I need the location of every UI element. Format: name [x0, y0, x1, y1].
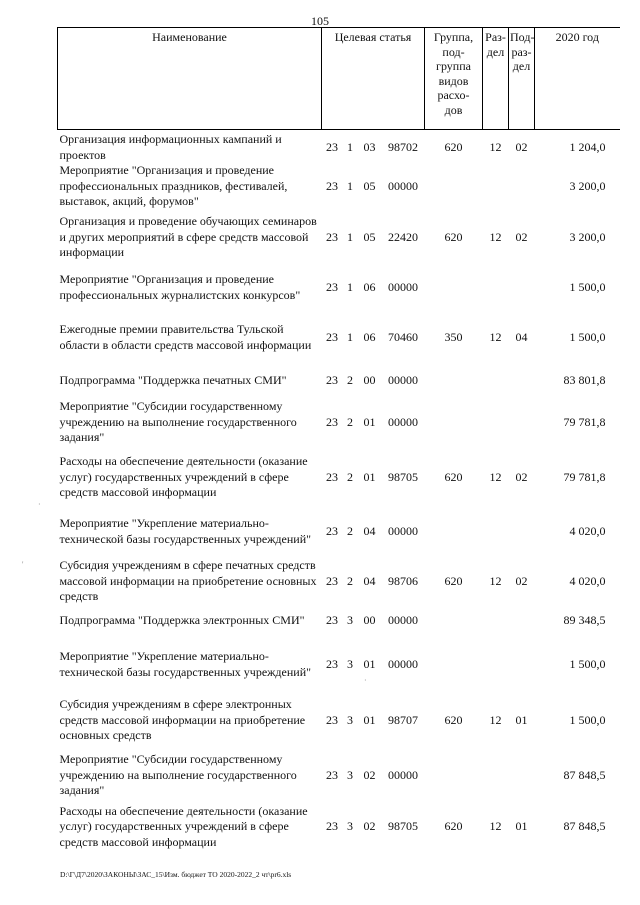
- code-event-cell: 01: [363, 469, 376, 484]
- header-line: дов: [444, 102, 463, 117]
- code-event-cell: 01: [363, 656, 376, 671]
- code-direction-cell: 98705: [388, 819, 418, 833]
- scan-speck: ·: [364, 676, 367, 685]
- section-cell: 12: [489, 712, 502, 727]
- code-program-cell: 23: [326, 573, 338, 588]
- page-number: 105: [311, 14, 329, 28]
- subsection-cell: [509, 506, 535, 558]
- subsection-cell: 02: [515, 229, 528, 244]
- code-direction-cell: 00000: [388, 372, 418, 387]
- code-direction-cell: 00000: [388, 414, 418, 429]
- section-cell: 12: [489, 139, 502, 154]
- code-subprogram-cell: 3: [347, 767, 353, 782]
- header-year: 2020 год: [535, 28, 620, 130]
- table-row: [58, 694, 620, 748]
- header-group: [425, 28, 483, 130]
- table-row: [58, 748, 620, 804]
- table-row: [58, 366, 620, 396]
- amount-cell: 83 801,8: [563, 372, 606, 387]
- header-line: Раз-: [485, 30, 506, 44]
- expense-group-cell: [425, 748, 483, 804]
- code-program-cell: 23: [326, 612, 338, 627]
- table-row: [58, 310, 620, 366]
- table-row: [58, 266, 620, 310]
- subsection-cell: 02: [515, 139, 528, 154]
- table-row: [58, 606, 620, 636]
- code-direction-cell: 00000: [388, 178, 418, 193]
- row-name-cell: Мероприятие "Субсидии государственному учреждению на выполнение государственного задания": [59, 399, 297, 445]
- header-line: дел: [512, 59, 531, 73]
- header-target: Целевая статья: [322, 28, 425, 130]
- amount-cell: 79 781,8: [563, 469, 606, 484]
- expense-group-cell: 620: [444, 229, 463, 244]
- expense-group-cell: 620: [444, 139, 463, 154]
- row-name-cell: Субсидия учреждениям в сфере электронных средств массовой информации на приобретение основных средств: [59, 697, 306, 743]
- code-subprogram-cell: 2: [347, 469, 353, 484]
- section-cell: 12: [489, 329, 502, 344]
- code-subprogram-cell: 3: [347, 712, 353, 727]
- row-name-cell: Подпрограмма "Поддержка электронных СМИ": [59, 612, 305, 627]
- table-header: [58, 28, 620, 130]
- code-subprogram-cell: 2: [347, 414, 353, 429]
- code-event-cell: 02: [363, 767, 376, 782]
- code-subprogram-cell: 1: [347, 139, 353, 154]
- code-direction-cell: 70460: [388, 329, 418, 344]
- section-cell: [483, 606, 509, 636]
- header-name: Наименование: [58, 28, 322, 130]
- code-direction-cell: 98705: [388, 469, 418, 484]
- amount-cell: 4 020,0: [569, 573, 606, 588]
- row-name-cell: Мероприятие "Организация и проведение профессиональных праздников, фестивалей, выставок, акций, форумов": [59, 163, 288, 208]
- expense-group-cell: [425, 366, 483, 396]
- scan-speck: ': [22, 560, 24, 569]
- file-path-footer: D:\Г\Д7\2020\ЗАКОНЫ\ЗАС_15\Изм. бюджет ТО 2020-2022_2 чт\pr6.xls: [60, 870, 292, 879]
- code-event-cell: 02: [363, 819, 376, 833]
- subsection-cell: [509, 366, 535, 396]
- table-row: [58, 506, 620, 558]
- section-cell: [483, 748, 509, 804]
- amount-cell: 87 848,5: [563, 767, 606, 782]
- amount-cell: 1 500,0: [569, 712, 606, 727]
- code-subprogram-cell: 2: [347, 523, 353, 538]
- amount-cell: 89 348,5: [563, 612, 606, 627]
- subsection-cell: [509, 636, 535, 694]
- row-name-cell: Ежегодные премии правительства Тульской области в области средств массовой информации: [59, 322, 312, 352]
- code-direction-cell: 00000: [388, 279, 418, 294]
- subsection-cell: 02: [515, 469, 528, 484]
- section-cell: 12: [489, 469, 502, 484]
- section-cell: [483, 163, 509, 210]
- code-event-cell: 04: [363, 523, 376, 538]
- subsection-cell: [509, 266, 535, 310]
- code-subprogram-cell: 3: [347, 819, 353, 833]
- code-program-cell: 23: [326, 712, 338, 727]
- table-row: [58, 558, 620, 606]
- table-row: [58, 804, 620, 851]
- code-program-cell: 23: [326, 767, 338, 782]
- code-program-cell: 23: [326, 329, 338, 344]
- code-subprogram-cell: 1: [347, 178, 353, 193]
- row-name-cell: Мероприятие "Организация и проведение профессиональных журналистских конкурсов": [59, 272, 301, 302]
- table-row: [58, 210, 620, 266]
- row-name-cell: Субсидия учреждениям в сфере печатных средств массовой информации на приобретение основных средств: [59, 558, 317, 604]
- expense-group-cell: 620: [444, 712, 463, 727]
- amount-cell: 3 200,0: [569, 229, 606, 244]
- expense-group-cell: [425, 266, 483, 310]
- expense-group-cell: 350: [444, 329, 463, 344]
- section-cell: [483, 266, 509, 310]
- budget-table: [57, 27, 620, 850]
- header-line: расхо-: [437, 88, 470, 102]
- amount-cell: 1 500,0: [569, 329, 606, 344]
- expense-group-cell: [425, 396, 483, 450]
- header-line: под-: [442, 44, 465, 59]
- code-direction-cell: 22420: [388, 229, 418, 244]
- amount-cell: 79 781,8: [563, 414, 606, 429]
- code-subprogram-cell: 3: [347, 612, 353, 627]
- code-direction-cell: 98707: [388, 712, 418, 727]
- code-event-cell: 00: [363, 372, 376, 387]
- code-direction-cell: 98702: [388, 139, 418, 154]
- code-direction-cell: 98706: [388, 573, 418, 588]
- expense-group-cell: 620: [444, 469, 463, 484]
- row-name-cell: Расходы на обеспечение деятельности (оказание услуг) государственных учреждений в сфере средств массовой информации: [59, 803, 308, 849]
- table-row: [58, 163, 620, 210]
- row-name-cell: Организация информационных кампаний и проектов: [59, 132, 282, 162]
- expense-group-cell: [425, 506, 483, 558]
- header-subsection: [509, 28, 535, 130]
- subsection-cell: 04: [515, 329, 528, 344]
- code-direction-cell: 00000: [388, 656, 418, 671]
- code-event-cell: 05: [363, 178, 376, 193]
- amount-cell: 4 020,0: [569, 523, 606, 538]
- code-event-cell: 01: [363, 414, 376, 429]
- header-section: [483, 28, 509, 130]
- code-program-cell: 23: [326, 372, 338, 387]
- code-subprogram-cell: 1: [347, 229, 353, 244]
- section-cell: [483, 366, 509, 396]
- row-name-cell: Мероприятие "Укрепление материально-технической базы государственных учреждений": [59, 649, 312, 679]
- code-event-cell: 06: [363, 279, 376, 294]
- scan-speck: ·: [38, 500, 41, 509]
- header-line: раз-: [511, 44, 532, 59]
- code-program-cell: 23: [326, 414, 338, 429]
- amount-cell: 3 200,0: [569, 178, 606, 193]
- amount-cell: 1 500,0: [569, 279, 606, 294]
- section-cell: [483, 506, 509, 558]
- amount-cell: 1 500,0: [569, 656, 606, 671]
- code-program-cell: 23: [326, 523, 338, 538]
- table-row: [58, 636, 620, 694]
- code-program-cell: 23: [326, 178, 338, 193]
- code-event-cell: 04: [363, 573, 376, 588]
- section-cell: 12: [489, 573, 502, 588]
- subsection-cell: 02: [515, 573, 528, 588]
- code-program-cell: 23: [326, 656, 338, 671]
- section-cell: [483, 636, 509, 694]
- row-name-cell: Подпрограмма "Поддержка печатных СМИ": [59, 372, 287, 387]
- code-event-cell: 05: [363, 229, 376, 244]
- subsection-cell: 01: [515, 819, 528, 833]
- code-program-cell: 23: [326, 279, 338, 294]
- section-cell: 12: [489, 819, 502, 833]
- amount-cell: 1 204,0: [569, 139, 606, 154]
- code-subprogram-cell: 3: [347, 656, 353, 671]
- code-event-cell: 01: [363, 712, 376, 727]
- code-direction-cell: 00000: [388, 767, 418, 782]
- subsection-cell: [509, 748, 535, 804]
- table-row: [58, 396, 620, 450]
- subsection-cell: [509, 163, 535, 210]
- header-line: Группа,: [433, 30, 474, 44]
- row-name-cell: Организация и проведение обучающих семинаров и других мероприятий в сфере средств массовой информации: [59, 214, 317, 260]
- code-subprogram-cell: 2: [347, 573, 353, 588]
- expense-group-cell: [425, 606, 483, 636]
- code-subprogram-cell: 1: [347, 329, 353, 344]
- code-direction-cell: 00000: [388, 612, 418, 627]
- code-subprogram-cell: 1: [347, 279, 353, 294]
- row-name-cell: Мероприятие "Укрепление материально-технической базы государственных учреждений": [59, 516, 312, 546]
- code-program-cell: 23: [326, 139, 338, 154]
- subsection-cell: [509, 606, 535, 636]
- table-row: [58, 130, 620, 164]
- header-line: Под-: [510, 30, 535, 44]
- code-event-cell: 00: [363, 612, 376, 627]
- row-name-cell: Расходы на обеспечение деятельности (оказание услуг) государственных учреждений в сфере средств массовой информации: [59, 454, 308, 500]
- header-line: группа: [436, 59, 471, 73]
- row-name-cell: Мероприятие "Субсидии государственному учреждению на выполнение государственного задания": [59, 752, 297, 798]
- code-direction-cell: 00000: [388, 523, 418, 538]
- expense-group-cell: [425, 163, 483, 210]
- section-cell: [483, 396, 509, 450]
- section-cell: 12: [489, 229, 502, 244]
- code-subprogram-cell: 2: [347, 372, 353, 387]
- code-program-cell: 23: [326, 229, 338, 244]
- code-event-cell: 06: [363, 329, 376, 344]
- expense-group-cell: [425, 636, 483, 694]
- subsection-cell: [509, 396, 535, 450]
- amount-cell: 87 848,5: [563, 819, 606, 833]
- header-line: видов: [438, 73, 469, 88]
- table-row: [58, 450, 620, 506]
- expense-group-cell: 620: [444, 573, 463, 588]
- code-program-cell: 23: [326, 819, 338, 833]
- subsection-cell: 01: [515, 712, 528, 727]
- code-program-cell: 23: [326, 469, 338, 484]
- expense-group-cell: 620: [444, 819, 463, 833]
- header-line: дел: [486, 44, 505, 59]
- code-event-cell: 03: [363, 139, 376, 154]
